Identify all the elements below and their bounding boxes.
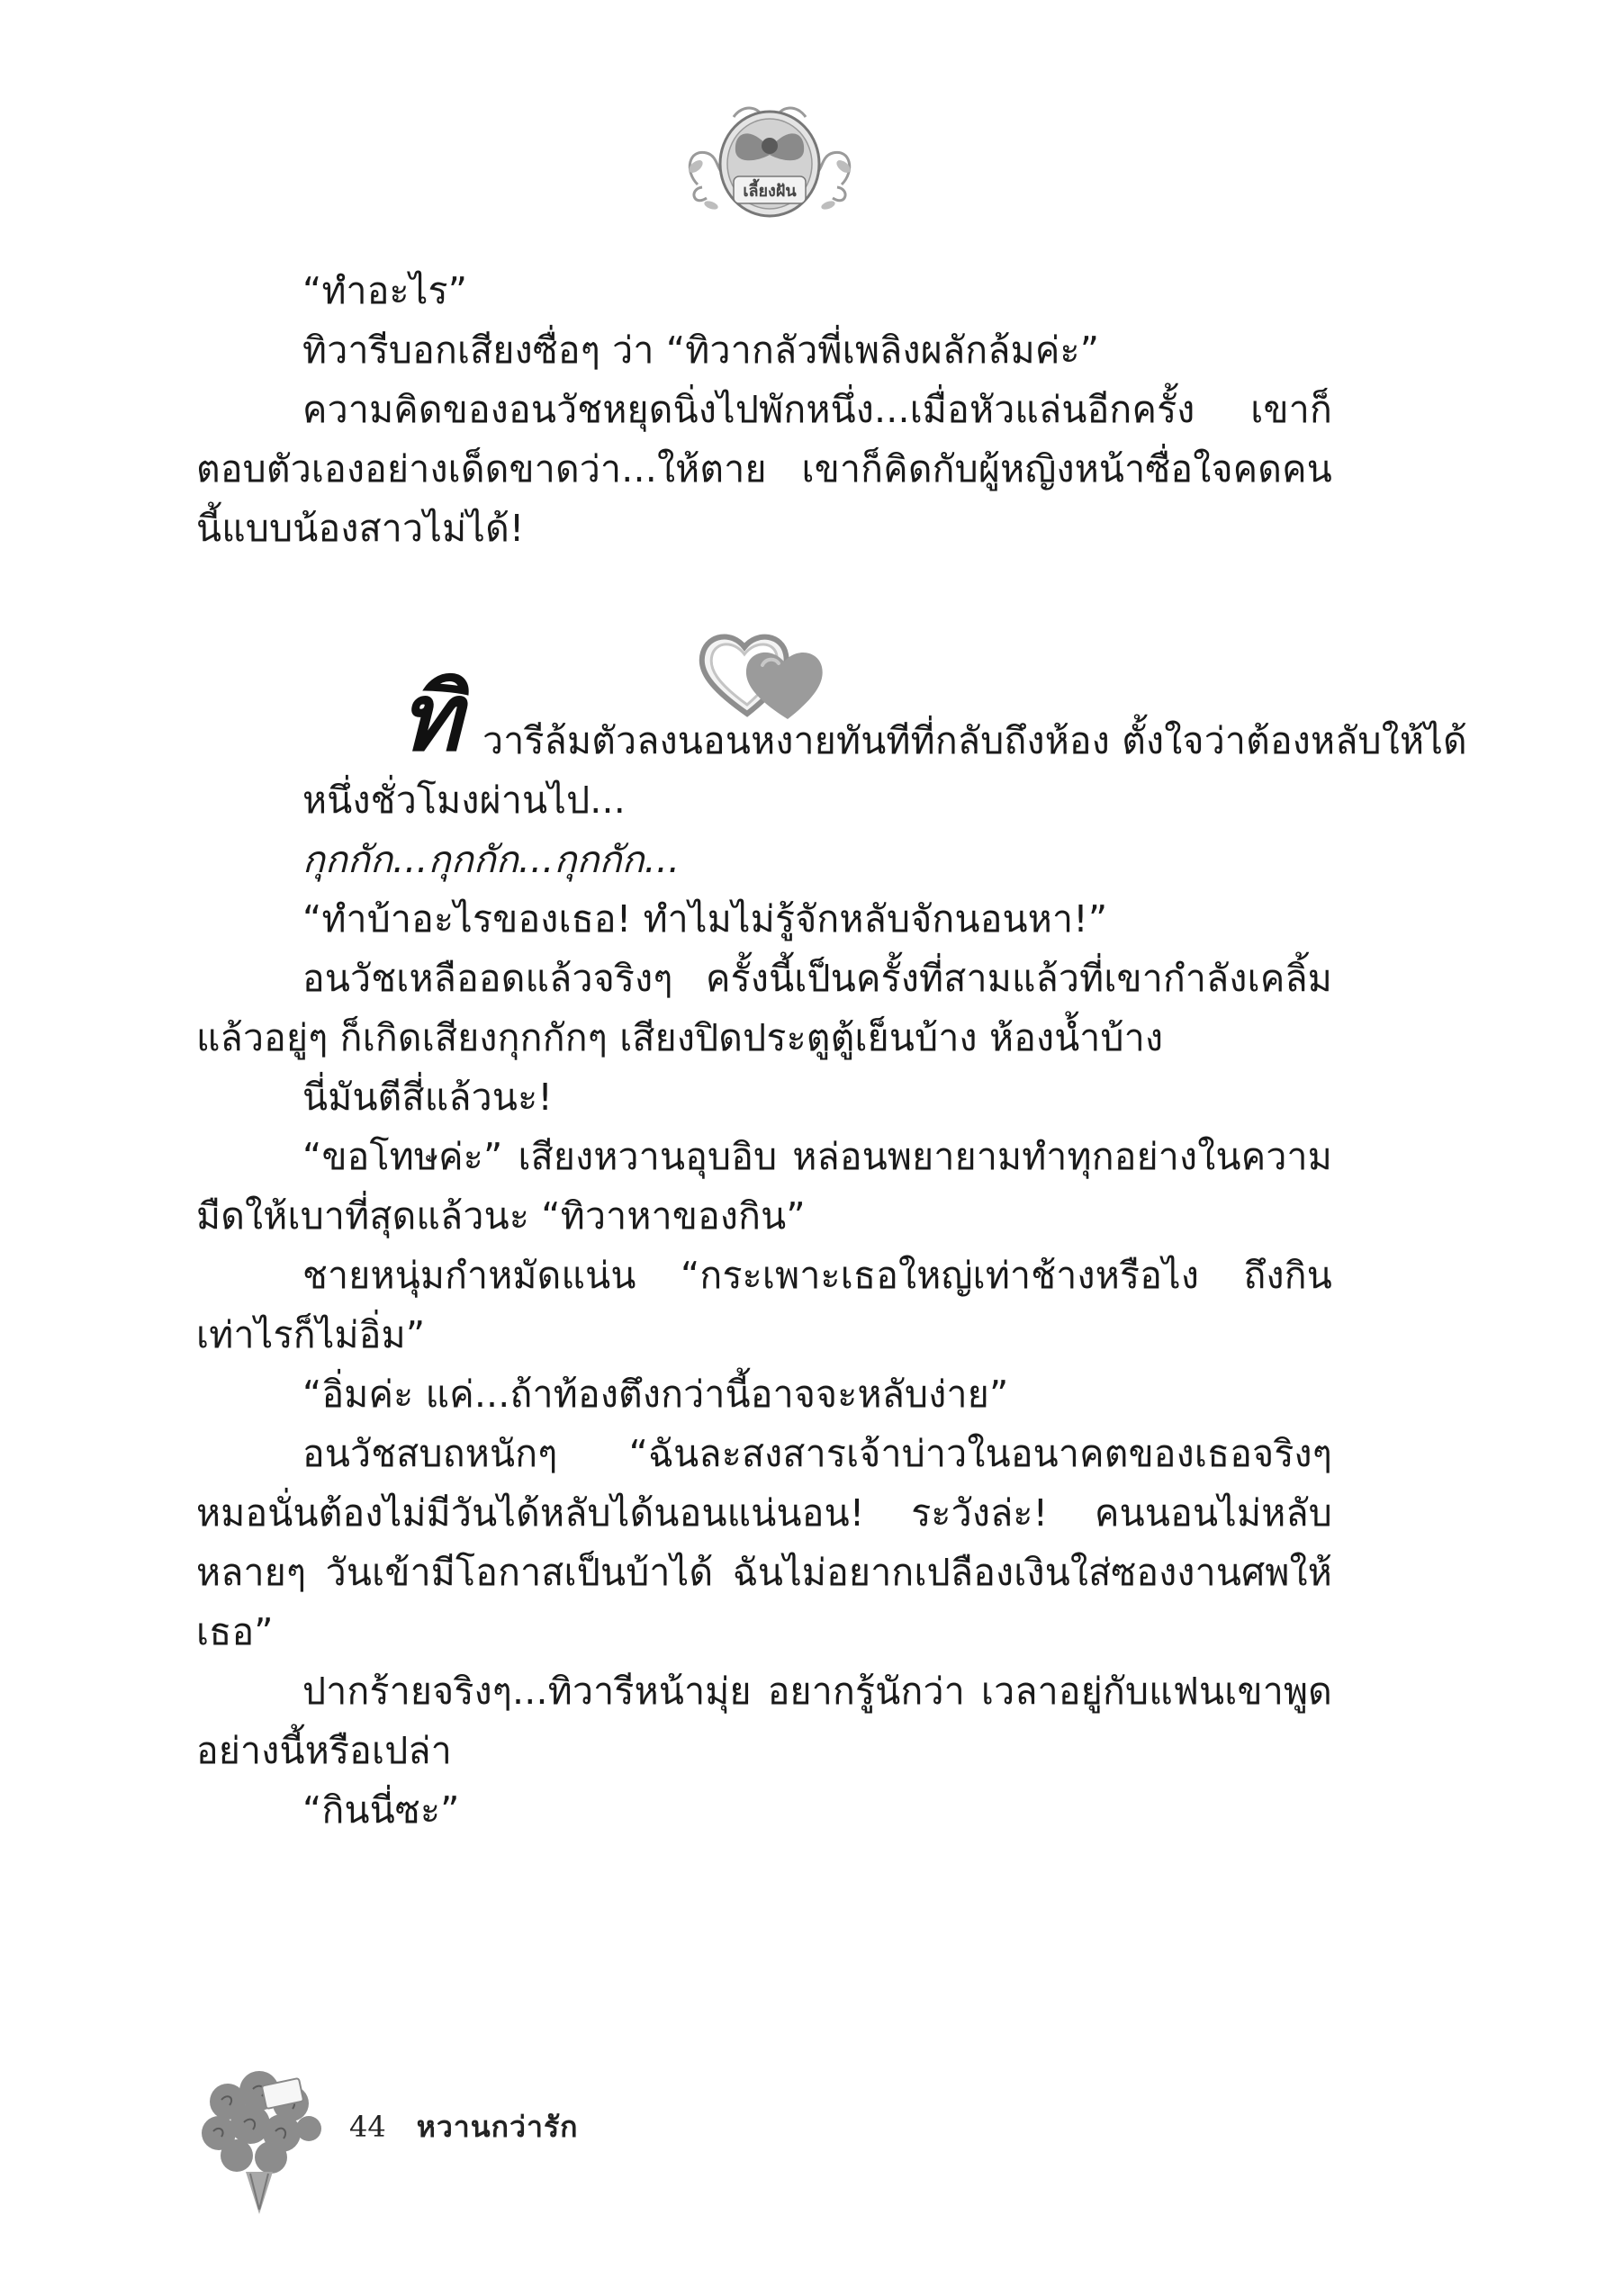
paragraph: “ขอโทษค่ะ” เสียงหวานอุบอิบ หล่อนพยายามทำทุกอย่างในความมืดให้เบาที่สุดแล้วนะ “ทิวาหาของกิน” bbox=[196, 1135, 1332, 1238]
flower-bouquet-icon bbox=[192, 2066, 327, 2228]
dropcap-rest-text: วารีล้มตัวลงนอนหงายทันทีที่กลับถึงห้อง ตั้งใจว่าต้องหลับให้ได้ bbox=[482, 719, 1467, 762]
paragraph: ชายหนุ่มกำหมัดแน่น “กระเพาะเธอใหญ่เท่าช้างหรือไง ถึงกินเท่าไรก็ไม่อิ่ม” bbox=[196, 1254, 1332, 1356]
body-text-top bbox=[196, 261, 1332, 558]
svg-text:เลี้ยงฝัน: เลี้ยงฝัน bbox=[743, 182, 797, 201]
paragraph: ความคิดของอนวัชหยุดนิ่งไปพักหนึ่ง...เมื่อหัวแล่นอีกครั้ง เขาก็ตอบตัวเองอย่างเด็ดขาดว่า...ให้ตาย เขาก็คิดกับผู้หญิงหน้าซื่อใจคดคนนี้แบบน้องสาวไม่ได้! bbox=[196, 388, 1332, 550]
page-number: 44 bbox=[349, 2110, 386, 2144]
page-footer bbox=[349, 2109, 579, 2145]
angel-crest-ornament-icon bbox=[680, 99, 860, 225]
paragraph: อนวัชสบถหนักๆ “ฉันละสงสารเจ้าบ่าวในอนาคตของเธอจริงๆ หมอนั่นต้องไม่มีวันได้หลับได้นอนแน่นอน! ระวังล่ะ! คนนอนไม่หลับหลายๆ วันเข้ามีโอกาสเป็นบ้าได้ ฉันไม่อยากเปลืองเงินใส่ซองงานศพให้เธอ” bbox=[196, 1432, 1332, 1653]
paragraph: หนึ่งชั่วโมงผ่านไป... bbox=[302, 779, 627, 822]
paragraph: “อิ่มค่ะ แค่...ถ้าท้องตึงกว่านี้อาจจะหลับง่าย” bbox=[302, 1373, 1009, 1416]
book-title: หวานกว่ารัก bbox=[416, 2110, 579, 2144]
dropcap-paragraph bbox=[196, 662, 1467, 772]
paragraph: ปากร้ายจริงๆ...ทิวารีหน้ามุ่ย อยากรู้นักว่า เวลาอยู่กับแฟนเขาพูดอย่างนี้หรือเปล่า bbox=[196, 1670, 1332, 1772]
paragraph: ทิวารีบอกเสียงซื่อๆ ว่า “ทิวากลัวพี่เพลิงผลักล้มค่ะ” bbox=[302, 329, 1100, 372]
paragraph: “ทำอะไร” bbox=[302, 269, 468, 312]
paragraph: “ทำบ้าอะไรของเธอ! ทำไมไม่รู้จักหลับจักนอนหา!” bbox=[302, 897, 1108, 941]
paragraph: นี่มันตีสี่แล้วนะ! bbox=[302, 1076, 553, 1119]
body-text-bottom bbox=[196, 662, 1467, 1840]
sound-effect-paragraph: กุกกัก...กุกกัก...กุกกัก... bbox=[302, 838, 681, 881]
dropcap-letter: ทิ bbox=[400, 662, 462, 772]
double-heart-icon bbox=[698, 626, 828, 725]
paragraph: อนวัชเหลืออดแล้วจริงๆ ครั้งนี้เป็นครั้งที่สามแล้วที่เขากำลังเคลิ้มแล้วอยู่ๆ ก็เกิดเสียงกุกกักๆ เสียงปิดประตูตู้เย็นบ้าง ห้องน้ำบ้าง bbox=[196, 957, 1332, 1059]
paragraph: “กินนี่ซะ” bbox=[302, 1788, 460, 1832]
